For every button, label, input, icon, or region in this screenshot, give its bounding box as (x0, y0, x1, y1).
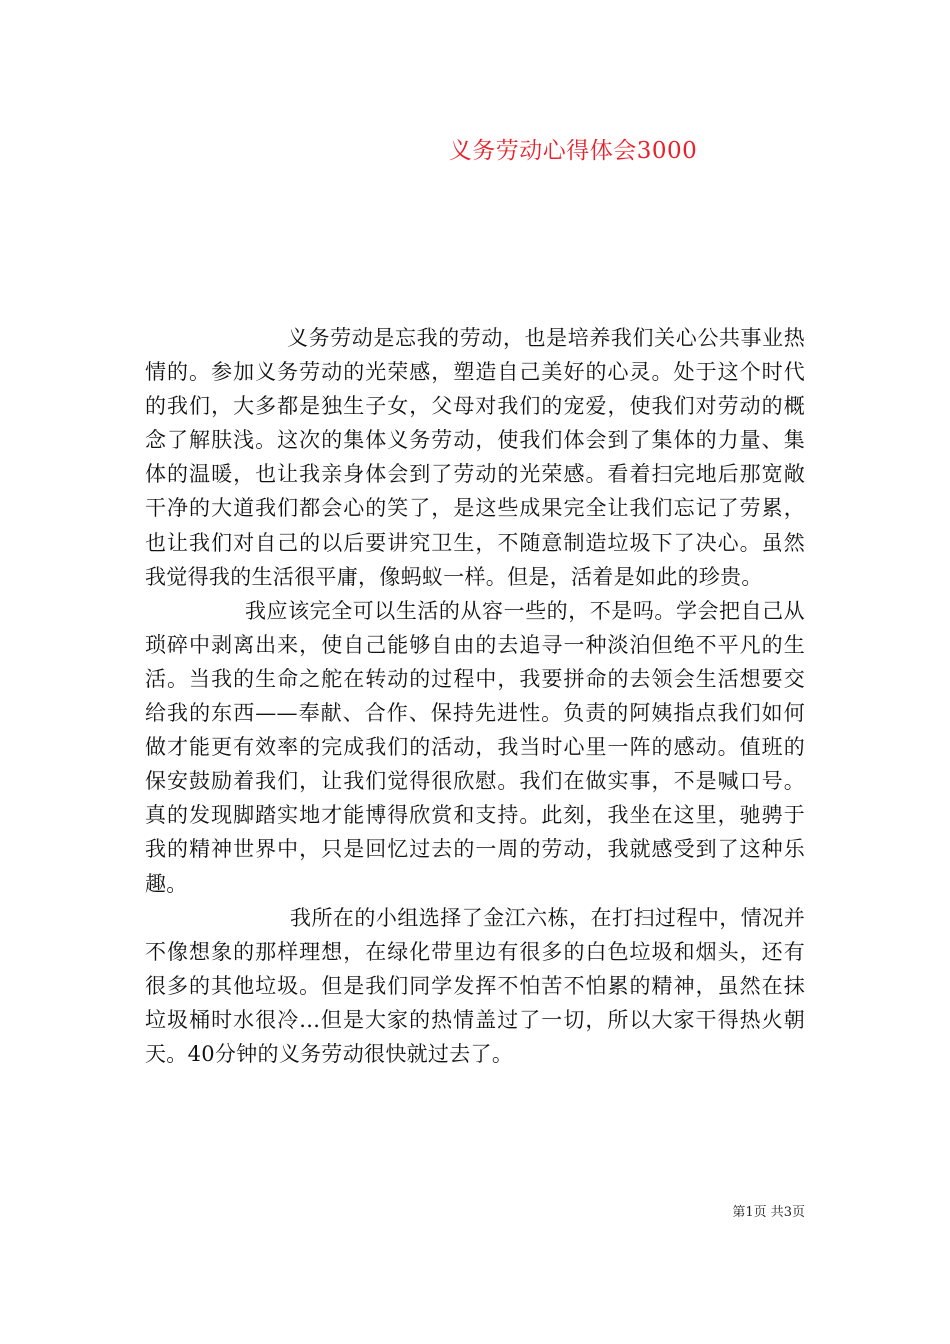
paragraph-3: 我所在的小组选择了金江六栋，在打扫过程中，情况并不像想象的那样理想，在绿化带里边有很多的白色垃圾和烟头，还有很多的其他垃圾。但是我们同学发挥不怕苦不怕累的精神，虽然在抹垃圾桶时水很冷...但是大家的热情盖过了一切，所以大家干得热火朝天。40分钟的义务劳动很快就过去了。 (145, 905, 805, 1066)
paragraph-2: 我应该完全可以生活的从容一些的，不是吗。学会把自己从琐碎中剥离出来，使自己能够自由的去追寻一种淡泊但绝不平凡的生活。当我的生命之舵在转动的过程中，我要拼命的去领会生活想要交给我的东西——奉献、合作、保持先进性。负责的阿姨指点我们如何做才能更有效率的完成我们的活动，我当时心里一阵的感动。值班的保安鼓励着我们，让我们觉得很欣慰。我们在做实事，不是喊口号。真的发现脚踏实地才能博得欣赏和支持。此刻，我坐在这里，驰骋于我的精神世界中，只是回忆过去的一周的劳动，我就感受到了这种乐趣。 (145, 598, 805, 896)
document-body (145, 321, 805, 1071)
document-title: 义务劳动心得体会3000 (448, 138, 698, 164)
page-number-footer: 第1页 共3页 (732, 1205, 805, 1220)
paragraph-1: 义务劳动是忘我的劳动，也是培养我们关心公共事业热情的。参加义务劳动的光荣感，塑造自己美好的心灵。处于这个时代的我们，大多都是独生子女，父母对我们的宠爱，使我们对劳动的概念了解肤浅。这次的集体义务劳动，使我们体会到了集体的力量、集体的温暖，也让我亲身体会到了劳动的光荣感。看着扫完地后那宽敞干净的大道我们都会心的笑了，是这些成果完全让我们忘记了劳累，也让我们对自己的以后要讲究卫生，不随意制造垃圾下了决心。虽然我觉得我的生活很平庸，像蚂蚁一样。但是，活着是如此的珍贵。 (145, 326, 805, 589)
